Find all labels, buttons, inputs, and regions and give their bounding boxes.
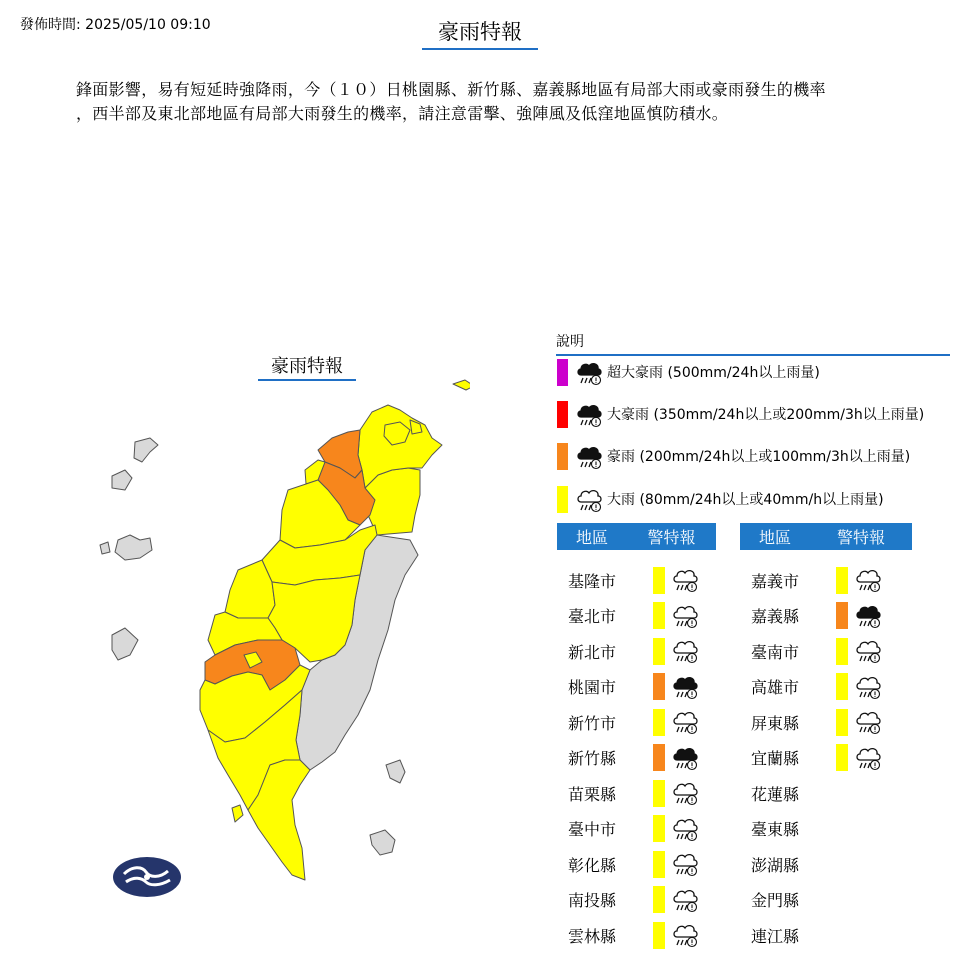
- warning-level-swatch: [836, 673, 848, 700]
- map-island-pengchia: [453, 380, 470, 390]
- area-name: 新北市: [567, 642, 616, 662]
- area-name: 新竹市: [567, 713, 616, 733]
- map-island-green-island: [386, 760, 405, 783]
- table-row: [557, 885, 699, 915]
- legend-swatch: [557, 486, 568, 513]
- table-row: [557, 601, 699, 631]
- map-island-orchid-island: [370, 830, 395, 855]
- map-island-penghu-4: [115, 535, 152, 560]
- area-name: 高雄市: [750, 678, 799, 697]
- table-row: [557, 814, 699, 844]
- rain-cloud-outline-icon: [854, 637, 882, 665]
- warning-level-swatch: [653, 567, 665, 594]
- table-row: [740, 601, 882, 631]
- heavy-rain-cloud-icon: [575, 359, 601, 385]
- table-row: [557, 672, 699, 702]
- table-row: [740, 814, 810, 844]
- table-row: [557, 565, 699, 595]
- legend-label: 大雨 (80mm/24h以上或40mm/h以上雨量): [607, 492, 884, 508]
- rain-cloud-outline-icon: [575, 486, 601, 512]
- table-row: [740, 636, 882, 666]
- warning-level-swatch: [653, 602, 665, 629]
- table-row: [557, 920, 699, 950]
- rain-cloud-outline-icon: [671, 637, 699, 665]
- header-area: 地區: [758, 528, 791, 547]
- warning-level-swatch: [836, 744, 848, 771]
- legend-title: 說明: [556, 331, 950, 356]
- area-name: 桃園市: [567, 678, 616, 697]
- area-name: 苗栗縣: [567, 784, 616, 804]
- table-row: [557, 707, 699, 737]
- warning-level-swatch: [653, 744, 665, 771]
- cwa-logo-icon: [112, 856, 182, 898]
- rain-cloud-outline-icon: [671, 602, 699, 630]
- map-island-penghu-3: [100, 542, 110, 554]
- heavy-rain-cloud-icon: [575, 443, 601, 469]
- table-header-left: [557, 523, 716, 550]
- area-name: 連江縣: [750, 926, 799, 946]
- warning-level-swatch: [653, 709, 665, 736]
- rain-cloud-outline-icon: [671, 850, 699, 878]
- table-row: [557, 743, 699, 773]
- rain-cloud-outline-icon: [671, 921, 699, 949]
- warning-level-swatch: [653, 780, 665, 807]
- legend-label: 豪雨 (200mm/24h以上或100mm/3h以上雨量): [607, 449, 911, 465]
- map-title: 豪雨特報: [258, 352, 356, 381]
- legend-item: [557, 484, 884, 514]
- issue-time: 發佈時間: 2025/05/10 09:10: [20, 17, 211, 33]
- area-name: 澎湖縣: [750, 855, 799, 875]
- heavy-rain-cloud-icon: [671, 673, 699, 701]
- legend-swatch: [557, 359, 568, 386]
- area-name: 臺中市: [567, 820, 616, 839]
- warning-level-swatch: [653, 673, 665, 700]
- area-name: 雲林縣: [567, 926, 616, 946]
- table-row: [740, 778, 810, 808]
- legend-label: 大豪雨 (350mm/24h以上或200mm/3h以上雨量): [607, 407, 925, 423]
- map-island-liuqiu: [232, 805, 243, 822]
- legend-item: [557, 399, 924, 429]
- table-row: [740, 565, 882, 595]
- area-name: 南投縣: [567, 891, 616, 910]
- legend-label: 超大豪雨 (500mm/24h以上雨量): [607, 365, 820, 381]
- area-name: 臺北市: [567, 607, 616, 626]
- table-row: [740, 920, 810, 950]
- rain-cloud-outline-icon: [671, 886, 699, 914]
- taiwan-warning-map: [0, 0, 470, 900]
- table-row: [557, 636, 699, 666]
- map-island-penghu-2: [112, 470, 132, 490]
- table-row: [740, 743, 882, 773]
- area-name: 嘉義市: [750, 571, 799, 591]
- warning-level-swatch: [653, 886, 665, 913]
- warning-level-swatch: [653, 922, 665, 949]
- table-row: [557, 849, 699, 879]
- header-area: 地區: [575, 528, 608, 547]
- legend-swatch: [557, 443, 568, 470]
- area-name: 彰化縣: [567, 855, 616, 875]
- map-island-penghu-1: [134, 438, 158, 462]
- rain-cloud-outline-icon: [671, 708, 699, 736]
- area-name: 新竹縣: [567, 749, 616, 768]
- legend-item: [557, 357, 820, 387]
- rain-cloud-outline-icon: [671, 566, 699, 594]
- warning-level-swatch: [653, 851, 665, 878]
- rain-cloud-outline-icon: [854, 708, 882, 736]
- rain-cloud-outline-icon: [671, 815, 699, 843]
- header-warning: 警特報: [836, 528, 885, 547]
- warning-level-swatch: [836, 602, 848, 629]
- table-row: [740, 672, 882, 702]
- area-name: 宜蘭縣: [750, 749, 799, 768]
- legend-item: [557, 441, 910, 471]
- rain-cloud-outline-icon: [671, 779, 699, 807]
- area-name: 花蓮縣: [750, 784, 799, 804]
- heavy-rain-cloud-icon: [854, 602, 882, 630]
- description-line-2: ，西半部及東北部地區有局部大雨發生的機率，請注意雷擊、強陣風及低窪地區慎防積水。: [76, 104, 729, 123]
- header-warning: 警特報: [647, 528, 696, 547]
- area-name: 屏東縣: [750, 713, 799, 733]
- warning-level-swatch: [836, 567, 848, 594]
- area-name: 臺南市: [750, 642, 799, 662]
- legend-swatch: [557, 401, 568, 428]
- table-row: [740, 707, 882, 737]
- description-line-1: 鋒面影響，易有短延時強降雨，今（１０）日桃園縣、新竹縣、嘉義縣地區有局部大雨或豪雨發生的機率: [76, 80, 826, 99]
- area-name: 嘉義縣: [750, 607, 799, 626]
- rain-cloud-outline-icon: [854, 744, 882, 772]
- heavy-rain-cloud-icon: [671, 744, 699, 772]
- warning-level-swatch: [836, 638, 848, 665]
- table-row: [740, 885, 810, 915]
- area-name: 臺東縣: [750, 820, 799, 839]
- rain-cloud-outline-icon: [854, 673, 882, 701]
- warning-level-swatch: [653, 638, 665, 665]
- page-title: 豪雨特報: [422, 16, 538, 50]
- area-name: 金門縣: [750, 891, 799, 910]
- warning-level-swatch: [836, 709, 848, 736]
- area-name: 基隆市: [567, 571, 616, 591]
- map-island-penghu-5: [112, 628, 138, 660]
- heavy-rain-cloud-icon: [575, 401, 601, 427]
- table-row: [740, 849, 810, 879]
- table-header-right: [740, 523, 912, 550]
- rain-cloud-outline-icon: [854, 566, 882, 594]
- table-row: [557, 778, 699, 808]
- warning-level-swatch: [653, 815, 665, 842]
